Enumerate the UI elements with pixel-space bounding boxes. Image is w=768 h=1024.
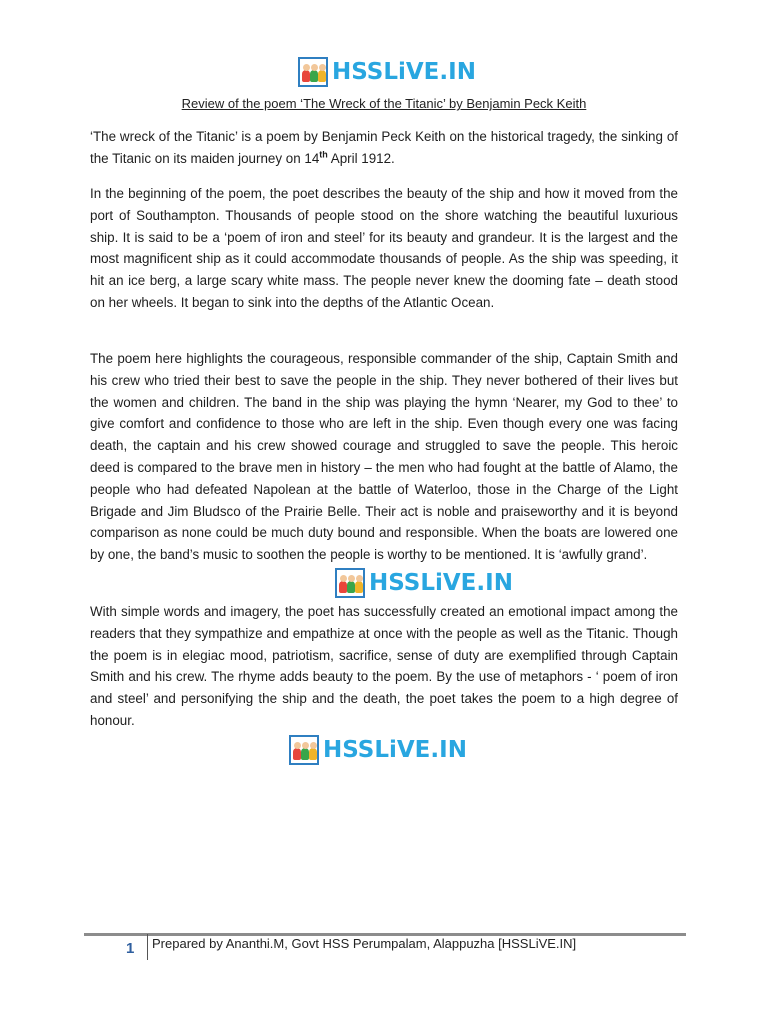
page-number: 1 (126, 940, 135, 957)
footer-credit: Prepared by Ananthi.M, Govt HSS Perumpalam, Alappuzha [HSSLiVE.IN] (152, 936, 577, 951)
paragraph-1: ‘The wreck of the Titanic’ is a poem by Benjamin Peck Keith on the historical tragedy, the sinking of the Titanic on its maiden journey on 14th April 1912. (90, 129, 678, 166)
logo-text: HSSLiVE.IN (323, 736, 467, 763)
logo-middle (335, 568, 513, 598)
paragraph-4: With simple words and imagery, the poet has successfully created an emotional impact among the readers that they sympathize and empathize at once with the people as well as the Titanic. Though the poem is in elegiac mood, patriotism, sacrifice, sense of duty are exemplified through Captain Smith and his crew. The rhyme adds beauty to the poem. By the use of metaphors - ‘ poem of iron and steel’ and personifying the ship and the death, the poet takes the poem to a high degree of honour. (90, 604, 678, 728)
kids-icon (289, 735, 319, 765)
logo-top (298, 57, 476, 87)
kids-icon (335, 568, 365, 598)
logo-text: HSSLiVE.IN (369, 569, 513, 596)
logo-text: HSSLiVE.IN (332, 58, 476, 85)
footer-divider (147, 934, 148, 960)
document-title: Review of the poem ‘The Wreck of the Titanic’ by Benjamin Peck Keith (181, 96, 587, 111)
paragraph-3: The poem here highlights the courageous, responsible commander of the ship, Captain Smith and his crew who tried their best to save the people in the ship. They never bothered of their lives but the women and children. The band in the ship was playing the hymn ‘Nearer, my God to thee’ to give comfort and confidence to those who are left in the ship. Even though every one was facing death, the captain and his crew showed courage and struggled to save the people. This heroic deed is compared to the brave men in history – the men who had fought at the battle of Alamo, the people who had defeated Napolean at the battle of Waterloo, those in the Charge of the Light Brigade and Jim Bludsco of the Prairie Belle. Their act is noble and praiseworthy and it is beyond comparison as none could be much duty bound and responsible. When the boats are lowered one by one, the band’s music to soothen the people is worthy to be mentioned. It is ‘awfully grand’. (90, 351, 678, 563)
kids-icon (298, 57, 328, 87)
logo-bottom (289, 735, 467, 765)
paragraph-2: In the beginning of the poem, the poet describes the beauty of the ship and how it moved from the port of Southampton. Thousands of people stood on the shore watching the beautiful luxurious ship. It is said to be a ‘poem of iron and steel’ for its beauty and grandeur. It is the largest and the most magnificent ship as it could accommodate thousands of people. As the ship was speeding, it hit an ice berg, a large scary white mass. The people never knew the dooming fate – death stood on her wheels. It began to sink into the depths of the Atlantic Ocean. (90, 186, 678, 310)
